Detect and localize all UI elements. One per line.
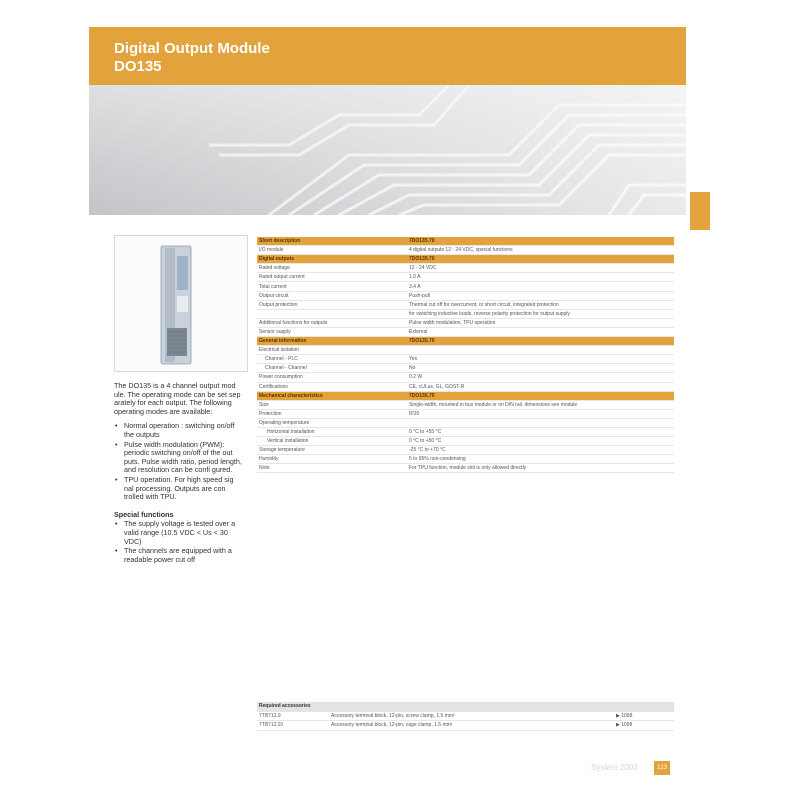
spec-value: 1.0 A (407, 273, 674, 282)
spec-row (257, 346, 674, 355)
spec-row (257, 400, 674, 409)
spec-row (257, 418, 674, 427)
spec-label: Additional functions for outputs (257, 318, 407, 327)
spec-row (257, 364, 674, 373)
spec-row (257, 355, 674, 364)
spec-table (257, 237, 674, 473)
spec-value: No (407, 364, 674, 373)
hero-image (89, 85, 686, 215)
spec-row (257, 264, 674, 273)
spec-value: IP20 (407, 409, 674, 418)
spec-row (257, 446, 674, 455)
spec-row (257, 273, 674, 282)
spec-value: 7DO135.70 (407, 337, 674, 346)
spec-row (257, 382, 674, 391)
spec-value: Yes (407, 355, 674, 364)
spec-value: CE, cULus, GL, GOST-R (407, 382, 674, 391)
spec-row (257, 246, 674, 255)
mode-list (114, 422, 244, 501)
spec-row (257, 427, 674, 436)
spec-value: Pulse width modulation, TPU operation (407, 318, 674, 327)
page-title: Digital Output Module (114, 40, 270, 57)
spec-value: 0 °C to +55 °C (407, 427, 674, 436)
spec-label: Storage temperature (257, 446, 407, 455)
accessory-description: Accessory terminal block, 12-pin, cage clamp, 1.5 mm² (329, 721, 614, 731)
spec-row (257, 455, 674, 464)
accessory-code: 7TB712.91 (257, 721, 329, 731)
spec-label: Output protection (257, 300, 407, 309)
spec-label: Channel - Channel (257, 364, 407, 373)
special-functions-list (114, 520, 244, 564)
spec-label: Channel - PLC (257, 355, 407, 364)
footer-label: System 2003 (591, 763, 638, 772)
spec-value: 12 - 24 VDC (407, 264, 674, 273)
spec-label: Operating temperature (257, 418, 407, 427)
header-banner (89, 27, 686, 85)
spec-section-header (257, 237, 674, 246)
spec-value: 7DO135.70 (407, 255, 674, 264)
spec-section-header (257, 391, 674, 400)
special-function-item: • The supply voltage is tested over a valid range (10.5 VDC < Us < 30 VDC) (114, 520, 244, 546)
spec-value: For TPU function, module slot is only allowed directly (407, 464, 674, 473)
spec-value: 0 °C to +50 °C (407, 437, 674, 446)
circuit-board-image (89, 85, 686, 215)
spec-label: I/O module (257, 246, 407, 255)
spec-value: Push-pull (407, 291, 674, 300)
spec-label: General information (257, 337, 407, 346)
accessory-row (257, 711, 674, 721)
spec-value: 7DO135.70 (407, 391, 674, 400)
spec-label: Horizontal installation (257, 427, 407, 436)
spec-value: -25 °C to +70 °C (407, 446, 674, 455)
spec-label: Size (257, 400, 407, 409)
spec-row (257, 300, 674, 309)
spec-value: 5 to 95% non-condensing (407, 455, 674, 464)
spec-row (257, 282, 674, 291)
spec-value (407, 346, 674, 355)
spec-label: Power consumption (257, 373, 407, 382)
spec-row (257, 291, 674, 300)
spec-label (257, 309, 407, 318)
spec-value: 7DO135.70 (407, 237, 674, 246)
spec-label: Total current (257, 282, 407, 291)
spec-value: 3.4 A (407, 282, 674, 291)
accessory-row (257, 721, 674, 731)
spec-value: for switching inductive loads, reverse polarity protection for output supply (407, 309, 674, 318)
spec-value: 4 digital outputs 12 - 24 VDC, special functions (407, 246, 674, 255)
spec-row (257, 464, 674, 473)
spec-label: Protection (257, 409, 407, 418)
spec-label: Certifications (257, 382, 407, 391)
spec-label: Rated output current (257, 273, 407, 282)
spec-value: Thermal cut off for overcurrent, or short circuit, integrated protection (407, 300, 674, 309)
spec-label: Vertical installation (257, 437, 407, 446)
spec-row (257, 409, 674, 418)
accessories-table (257, 702, 674, 731)
special-functions-heading: Special functions (114, 509, 174, 519)
page-subtitle: DO135 (114, 58, 162, 75)
accessory-page-link[interactable]: ▶ 1098 (614, 721, 674, 731)
spec-label: Sensor supply (257, 327, 407, 336)
spec-row (257, 437, 674, 446)
spec-row (257, 327, 674, 336)
accessories-header-row (257, 702, 674, 711)
intro-paragraph: The DO135 is a 4 channel output mod ule. The operating mode can be set sep arately for each output. The following operating modes are available: (114, 381, 241, 416)
product-photo (114, 235, 248, 372)
spec-section-header (257, 337, 674, 346)
accessories-title: Required accessories (257, 702, 674, 711)
spec-label: Digital outputs (257, 255, 407, 264)
spec-label: Rated voltage (257, 264, 407, 273)
spec-value (407, 418, 674, 427)
spec-row (257, 373, 674, 382)
section-tab (690, 192, 710, 230)
spec-row (257, 309, 674, 318)
special-function-item: • The channels are equipped with a readable power cut off (114, 547, 244, 564)
intro-text (114, 382, 244, 565)
mode-item: • Normal operation : switching on/off the outputs (114, 422, 244, 439)
spec-label: Note (257, 464, 407, 473)
spec-label: Short description (257, 237, 407, 246)
accessory-code: 7TB712.9 (257, 711, 329, 721)
accessory-description: Accessory terminal block, 12-pin, screw clamp, 1.5 mm² (329, 711, 614, 721)
spec-label: Mechanical characteristics (257, 391, 407, 400)
spec-label: Humidity (257, 455, 407, 464)
spec-row (257, 318, 674, 327)
spec-section-header (257, 255, 674, 264)
spec-label: Electrical isolation (257, 346, 407, 355)
spec-value: 0.2 W (407, 373, 674, 382)
spec-value: External (407, 327, 674, 336)
module-image (115, 236, 247, 371)
spec-label: Output circuit (257, 291, 407, 300)
accessory-page-link[interactable]: ▶ 1098 (614, 711, 674, 721)
spec-value: Single-width, mounted in bus module or on DIN rail, dimensions see module (407, 400, 674, 409)
mode-item: • TPU operation. For high speed sig nal processing. Outputs are con trolled with TPU. (114, 476, 244, 502)
page-number: 123 (654, 761, 670, 775)
mode-item: • Pulse width modulation (PWM): periodic switching on/off of the out puts. Pulse width ratio, period length, and resolution can be confi gured. (114, 441, 244, 475)
